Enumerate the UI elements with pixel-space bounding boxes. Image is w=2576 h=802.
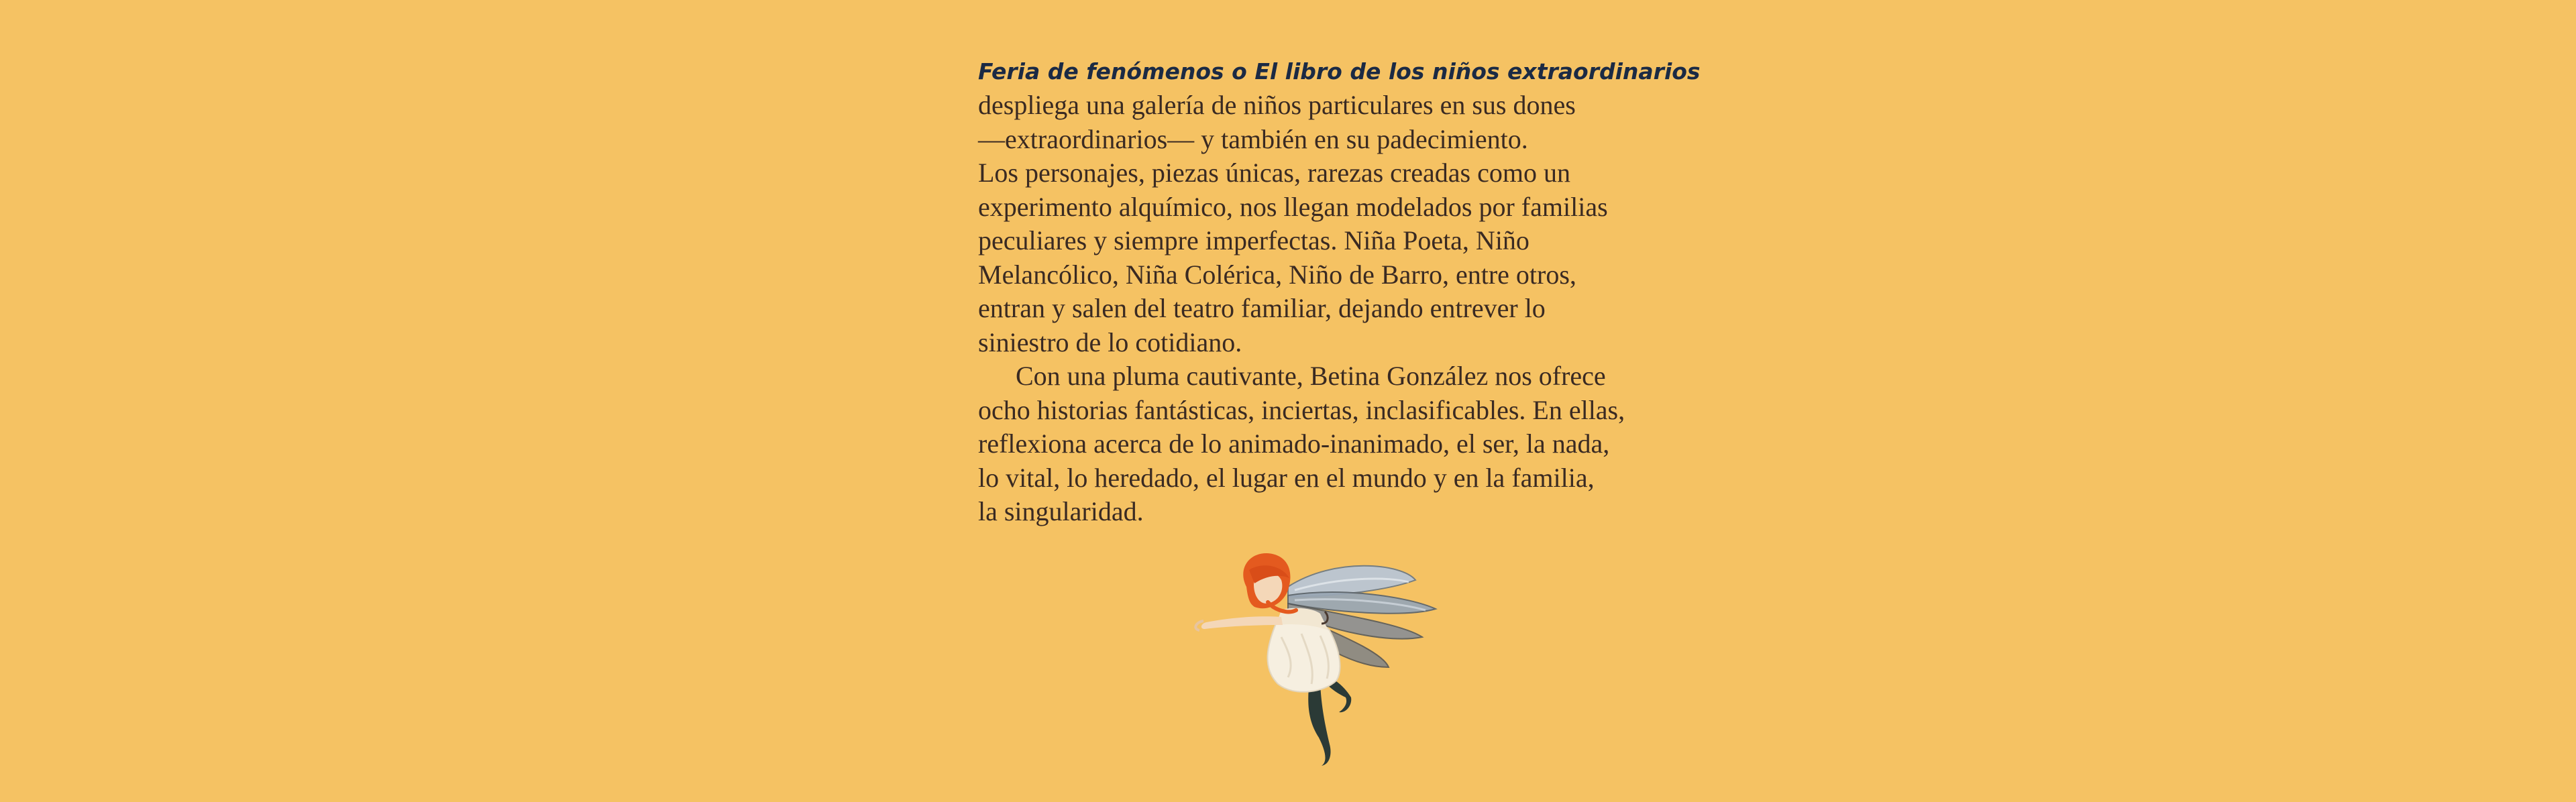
text-line: peculiares y siempre imperfectas. Niña Poeta, Niño <box>978 225 1529 255</box>
text-line: la singularidad. <box>978 496 1144 526</box>
text-line: lo vital, lo heredado, el lugar en el mundo y en la familia, <box>978 462 1595 493</box>
text-line: Melancólico, Niña Colérica, Niño de Barro, entre otros, <box>978 259 1576 290</box>
synopsis-text-block <box>978 55 1701 529</box>
text-line: Los personajes, piezas únicas, rarezas creadas como un <box>978 158 1570 188</box>
text-line: reflexiona acerca de lo animado-inanimado, el ser, la nada, <box>978 428 1610 459</box>
synopsis-paragraph-2 <box>978 359 1649 529</box>
text-line: entran y salen del teatro familiar, dejando entrever lo <box>978 293 1546 323</box>
text-line: experimento alquímico, nos llegan modelados por familias <box>978 191 1608 222</box>
synopsis-paragraph-1 <box>978 89 1649 359</box>
text-line: despliega una galería de niños particulares en sus dones <box>978 90 1576 120</box>
arm-icon <box>1195 616 1283 630</box>
text-line: Con una pluma cautivante, Betina González nos ofrece <box>1016 361 1606 391</box>
text-line: ocho historias fantásticas, inciertas, inclasificables. En ellas, <box>978 394 1625 425</box>
fairy-illustration <box>1187 550 1442 771</box>
book-title: Feria de fenómenos o El libro de los niños extraordinarios <box>978 58 1701 84</box>
text-line: —extraordinarios— y también en su padecimiento. <box>978 123 1528 154</box>
text-line: siniestro de lo cotidiano. <box>978 327 1242 357</box>
